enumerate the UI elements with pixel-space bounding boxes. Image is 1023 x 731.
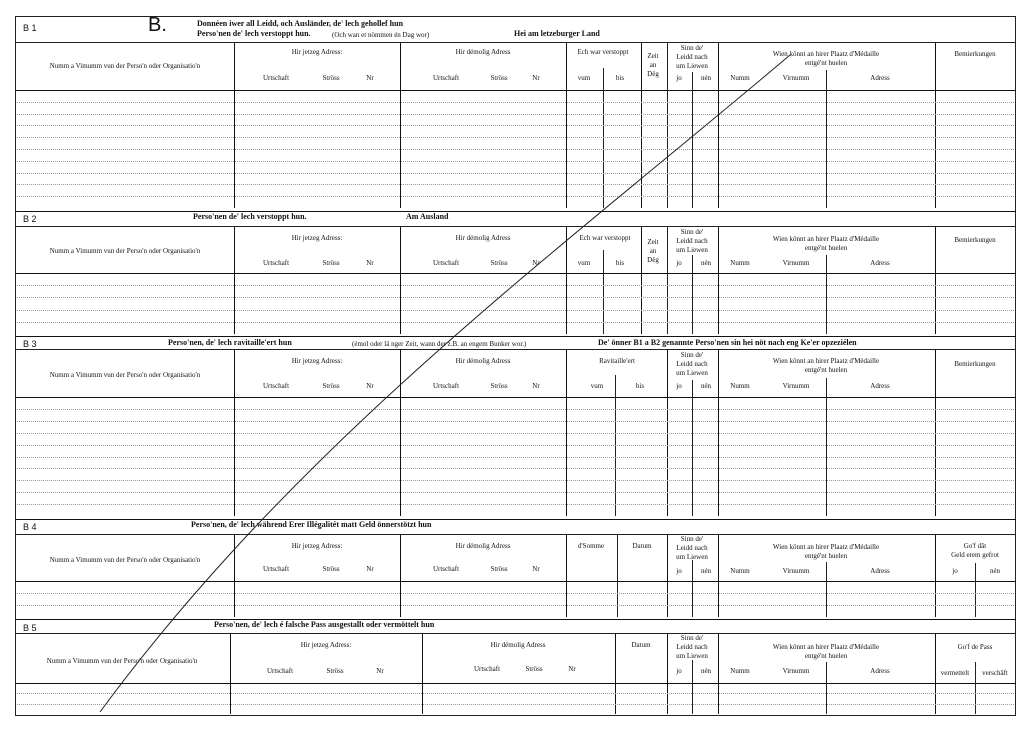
town-header: Urtschaft [262,74,290,82]
no-header: nén [700,74,712,82]
section-title-b2: Perso'nen de' lech verstoppt hun. [193,212,307,221]
alive-header: um Liewen [676,369,708,377]
medal-address-header: Adress [870,74,890,82]
current-address-header: Hir jetzeg Adress: [291,542,343,550]
street-header: Ströss [490,382,508,390]
medal-address-header: Adress [870,382,890,390]
remarks-header: Bemierkungen [954,360,996,368]
medal-firstname-header: Virnumm [782,567,810,575]
nr-header: Nr [366,382,374,390]
alive-header: Sinn de' [680,351,704,359]
street-header: Ströss [490,74,508,82]
name-header: Numm a Vimumm vun der Perso'n oder Organisatio'n [49,247,201,255]
money-yes-header: jo [952,567,958,575]
section-label-b2: B 2 [23,214,37,224]
nr-header: Nr [366,565,374,573]
town-header: Urtschaft [473,665,501,673]
medal-firstname-header: Virnumm [782,74,810,82]
current-address-header: Hir jetzeg Adress: [291,48,343,56]
medal-name-header: Numm [730,667,750,675]
medal-header: entgé'nt huelen [804,244,848,252]
medal-name-header: Numm [730,382,750,390]
street-header: Ströss [490,565,508,573]
date-header: Datum [631,641,651,649]
alive-header: um Liewen [676,553,708,561]
current-address-header: Hir jetzeg Adress: [291,234,343,242]
town-header: Urtschaft [432,565,460,573]
alive-header: Sinn de' [680,228,704,236]
time-header: Dëg [647,70,659,78]
section-label-b1: B 1 [23,23,37,33]
former-address-header: Hir démolig Adress [455,357,511,365]
alive-header: um Liewen [676,62,708,70]
former-address-header: Hir démolig Adress [455,48,511,56]
from-header: vum [577,259,591,267]
from-header: vum [577,74,591,82]
alive-header: Sinn de' [680,535,704,543]
section-note-b3: (émol oder lä nger Zeit, wann der z.B. an engem Bunker wor.) [352,340,527,348]
medal-name-header: Numm [730,567,750,575]
time-header: Zeit [647,238,659,246]
section-label-b5: B 5 [23,623,37,633]
no-header: nén [700,259,712,267]
alive-header: Leidd nach [676,53,708,61]
medal-header: Wien könnt an hirer Plaatz d'Médaille [772,235,880,243]
money-header: Go'f dât [963,542,987,550]
nr-header: Nr [532,382,540,390]
street-header: Ströss [525,665,543,673]
street-header: Ströss [322,565,340,573]
medal-header: Wien könnt an hirer Plaatz d'Médaille [772,643,880,651]
alive-header: Leidd nach [676,360,708,368]
alive-header: Leidd nach [676,237,708,245]
hidden-header: Ech war verstoppt [579,234,631,242]
alive-header: Leidd nach [676,544,708,552]
time-header: an [649,247,657,255]
date-header: Datum [632,542,652,550]
alive-header: um Liewen [676,246,708,254]
former-address-header: Hir démolig Adress [455,234,511,242]
alive-header: Leidd nach [676,643,708,651]
town-header: Urtschaft [432,259,460,267]
yes-header: jo [676,74,682,82]
medal-name-header: Numm [730,74,750,82]
medal-address-header: Adress [870,667,890,675]
nr-header: Nr [366,259,374,267]
town-header: Urtschaft [432,382,460,390]
section-title-b4: Perso'nen, de' lech während Erer Illégalitét matt Geld önnerstötzt hun [191,520,432,529]
pass-mediated-header: vermettelt [940,669,970,677]
medal-address-header: Adress [870,567,890,575]
time-header: Zeit [647,52,659,60]
street-header: Ströss [322,74,340,82]
yes-header: jo [676,567,682,575]
hidden-header: Ech war verstoppt [577,48,629,56]
time-header: Dëg [647,256,659,264]
medal-name-header: Numm [730,259,750,267]
medal-header: entgé'nt huelen [804,552,848,560]
town-header: Urtschaft [432,74,460,82]
form-subheading: Perso'nen de' lech verstoppt hun. [197,29,311,38]
sum-header: d'Somme [577,542,605,550]
to-header: bis [615,74,625,82]
to-header: bis [635,382,645,390]
current-address-header: Hir jetzeg Adress: [300,641,352,649]
heading-note: (Och wan et nömmen én Dag wor) [332,31,430,39]
name-header: Numm a Vimumm vun der Perso'n oder Organisatio'n [46,657,198,665]
form-heading: Donnéen iwer all Leidd, och Ausländer, de' lech gehollef hun [197,19,404,28]
remarks-header: Bemierkungen [954,236,996,244]
street-header: Ströss [322,259,340,267]
town-header: Urtschaft [266,667,294,675]
pass-procured-header: verschâft [982,669,1008,677]
pass-header: Go'f de Pass [957,643,993,651]
medal-address-header: Adress [870,259,890,267]
medal-header: Wien könnt an hirer Plaatz d'Médaille [772,50,880,58]
medal-header: Wien könnt an hirer Plaatz d'Médaille [772,357,880,365]
medal-firstname-header: Virnumm [782,667,810,675]
money-header: Geld erem gefrot [951,551,999,559]
section-title-b3: Perso'nen, de' lech ravitaille'ert hun [168,338,292,347]
medal-header: entgé'nt huelen [804,366,848,374]
yes-header: jo [676,382,682,390]
heading-place: Hei am letzeburger Land [514,29,600,38]
nr-header: Nr [568,665,576,673]
no-header: nén [700,382,712,390]
supplied-header: Ravitaille'ert [599,357,635,365]
town-header: Urtschaft [262,565,290,573]
section-label-b4: B 4 [23,522,37,532]
town-header: Urtschaft [262,259,290,267]
section-note2-b3: De' önner B1 a B2 genannte Perso'nen sin hei nöt nach eng Ke'er opzeziélen [598,338,857,347]
street-header: Ströss [326,667,344,675]
nr-header: Nr [376,667,384,675]
section-title-b5: Perso'nen, de' lech é falsche Pass ausgestallt oder vermöttelt hun [214,620,435,629]
name-header: Numm a Vimumm vun der Perso'n oder Organisatio'n [49,371,201,379]
street-header: Ströss [490,259,508,267]
alive-header: Sinn de' [680,634,704,642]
no-header: nén [700,667,712,675]
town-header: Urtschaft [262,382,290,390]
nr-header: Nr [532,74,540,82]
remarks-header: Bemierkungen [954,50,996,58]
medal-header: entgé'nt huelen [804,652,848,660]
former-address-header: Hir démolig Adress [490,641,546,649]
yes-header: jo [676,667,682,675]
yes-header: jo [676,259,682,267]
from-header: vum [590,382,604,390]
medal-header: entgé'nt huelen [804,59,848,67]
section-label-b3: B 3 [23,339,37,349]
nr-header: Nr [532,259,540,267]
nr-header: Nr [366,74,374,82]
name-header: Numm a Vimumm vun der Perso'n oder Organisatio'n [49,556,201,564]
medal-firstname-header: Virnumm [782,382,810,390]
current-address-header: Hir jetzeg Adress: [291,357,343,365]
nr-header: Nr [532,565,540,573]
street-header: Ströss [322,382,340,390]
medal-firstname-header: Virnumm [782,259,810,267]
money-no-header: nén [989,567,1001,575]
time-header: an [649,61,657,69]
section-place-b2: Am Ausland [406,212,449,221]
to-header: bis [615,259,625,267]
alive-header: Sinn de' [680,44,704,52]
alive-header: um Liewen [676,652,708,660]
medal-header: Wien könnt an hirer Plaatz d'Médaille [772,543,880,551]
name-header: Numm a Vimumm vun der Perso'n oder Organisatio'n [49,62,201,70]
form-letter: B. [148,14,167,36]
former-address-header: Hir démolig Adress [455,542,511,550]
no-header: nén [700,567,712,575]
